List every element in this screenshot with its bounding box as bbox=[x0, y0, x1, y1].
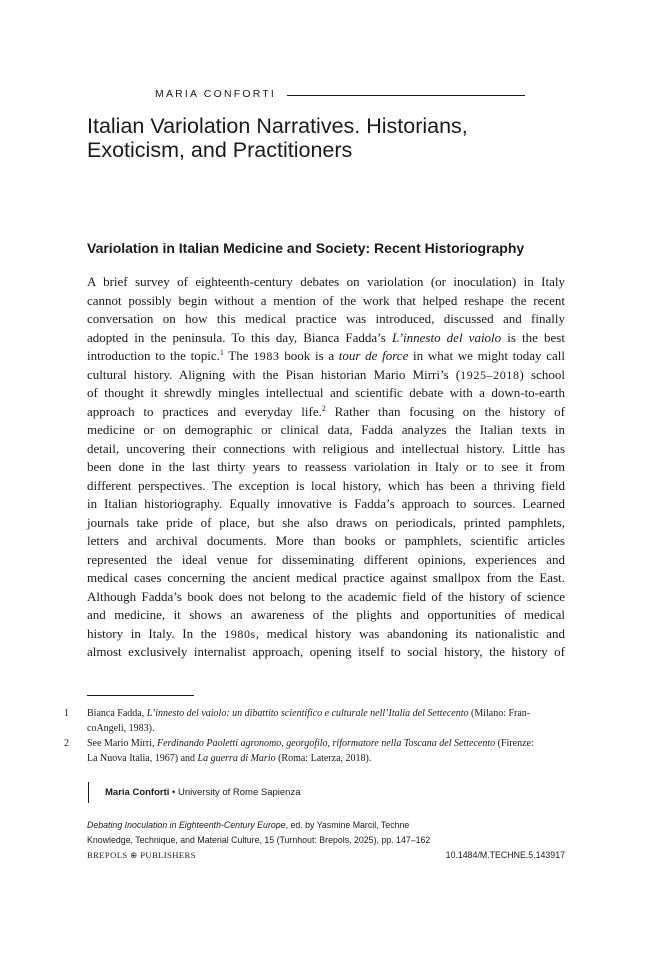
text-line: represented the ideal venue for disseminating different opinions, experiences and bbox=[87, 551, 565, 567]
footnotes bbox=[64, 706, 566, 766]
footnote-1: 1 Bianca Fadda, L’innesto del vaiolo: un dibattito scientifico e culturale nell’Italia del Settecento (Milano: Fran- coAngeli, 1983). bbox=[64, 708, 531, 734]
publication-line-2: Knowledge, Technique, and Material Culture, 15 (Turnhout: Brepols, 2025), pp. 147–162 bbox=[87, 835, 431, 845]
text-line: conversation on how this medical practice was introduced, discussed and finally bbox=[87, 311, 565, 326]
text-line: Although Fadda’s book does not belong to the academic field of the history of science bbox=[87, 588, 565, 604]
text-line: journals take pride of place, but she also draws on periodicals, printed pamphlets, bbox=[87, 514, 565, 530]
publication-line-3 bbox=[87, 848, 565, 863]
footnote-ref-2[interactable]: 2 bbox=[321, 403, 326, 413]
footnote-2: 2 See Mario Mirri, Ferdinando Paoletti agronomo, georgofilo, riformatore nella Toscana del Settecento (Firenze: La Nuova Italia, 1967) and La guerra di Mario (Roma: Laterza, 2018). bbox=[64, 738, 534, 764]
text-line: of thought it shrewdly mingles intellectual and scientific debate with a down-to-earth bbox=[87, 385, 565, 400]
footnote-number: 2 bbox=[64, 738, 69, 749]
affiliation-author-name: Maria Conforti bbox=[105, 787, 170, 798]
text-line: different perspectives. The exception is local history, which has been a thriving field bbox=[87, 477, 565, 493]
footnote-ref-1[interactable]: 1 bbox=[219, 348, 224, 357]
affiliation-institution: University of Rome Sapienza bbox=[178, 787, 301, 798]
book-title-italic: L’innesto del vaiolo bbox=[391, 329, 502, 345]
author-affiliation: Maria Conforti • University of Rome Sapienza bbox=[88, 782, 301, 803]
text-line: history in Italy. In the 1980s, medical history was abandoning its nationalistic and bbox=[87, 625, 565, 641]
text-line: letters and archival documents. More than books or pamphlets, scientific articles bbox=[87, 533, 565, 548]
text-line: cultural history. Aligning with the Pisan historian Mario Mirri’s (1925–2018) school bbox=[87, 366, 565, 382]
text-line: medicine or on demographic or clinical data, Fadda analyzes the Italian texts in bbox=[87, 422, 565, 437]
text-line: approach to practices and everyday life.$^2$ Rather than focusing on the history of bbox=[87, 403, 565, 419]
body-paragraph bbox=[87, 273, 565, 662]
text-line: medical cases concerning the ancient medical practice against smallpox from the East. bbox=[87, 570, 565, 585]
article-title bbox=[87, 114, 587, 162]
text-line: in Italian historiography. Equally innovative is Fadda’s approach to sources. Learned bbox=[87, 496, 565, 511]
footnote-number: 1 bbox=[64, 708, 69, 719]
text-line: almost exclusively internalist approach, opening itself to social history, the history of bbox=[87, 644, 565, 659]
text-line: cannot possibly begin without a mention of the work that helped reshape the recent bbox=[87, 292, 565, 308]
text-line: A brief survey of eighteenth-century debates on variolation (or inoculation) in Italy bbox=[87, 274, 565, 289]
text-line: introduction to the topic.$^1$ The 1983 book is a tour de force in what we might today call bbox=[87, 348, 565, 363]
header-rule bbox=[287, 95, 525, 96]
publication-line-1: Debating Inoculation in Eighteenth-Century Europe, ed. by Yasmine Marcil, Techne bbox=[87, 820, 410, 830]
running-header-author: MARIA CONFORTI bbox=[155, 88, 277, 100]
book-title: Debating Inoculation in Eighteenth-Century Europe bbox=[87, 820, 286, 830]
publisher-logo: BREPOLS ⊕ PUBLISHERS bbox=[87, 850, 196, 860]
section-heading: Variolation in Italian Medicine and Society: Recent Historiography bbox=[87, 240, 525, 256]
title-line-1: Italian Variolation Narratives. Historians, bbox=[87, 114, 468, 138]
publication-info bbox=[87, 818, 565, 863]
text-line: detail, uncovering their connections with religious and intellectual history. Little has bbox=[87, 440, 565, 456]
text-line: adopted in the peninsula. To this day, Bianca Fadda’s L’innesto del vaiolo is the best bbox=[87, 329, 565, 345]
footnote-rule bbox=[87, 695, 194, 696]
text-line: and medicine, it shows an awareness of the plights and opportunities of medical bbox=[87, 607, 565, 622]
title-line-2: Exoticism, and Practitioners bbox=[87, 138, 353, 162]
doi-link[interactable]: 10.1484/M.TECHNE.5.143917 bbox=[445, 850, 565, 860]
text-line: been done in the last thirty years to reassess variolation in Italy or to see it from bbox=[87, 459, 565, 474]
